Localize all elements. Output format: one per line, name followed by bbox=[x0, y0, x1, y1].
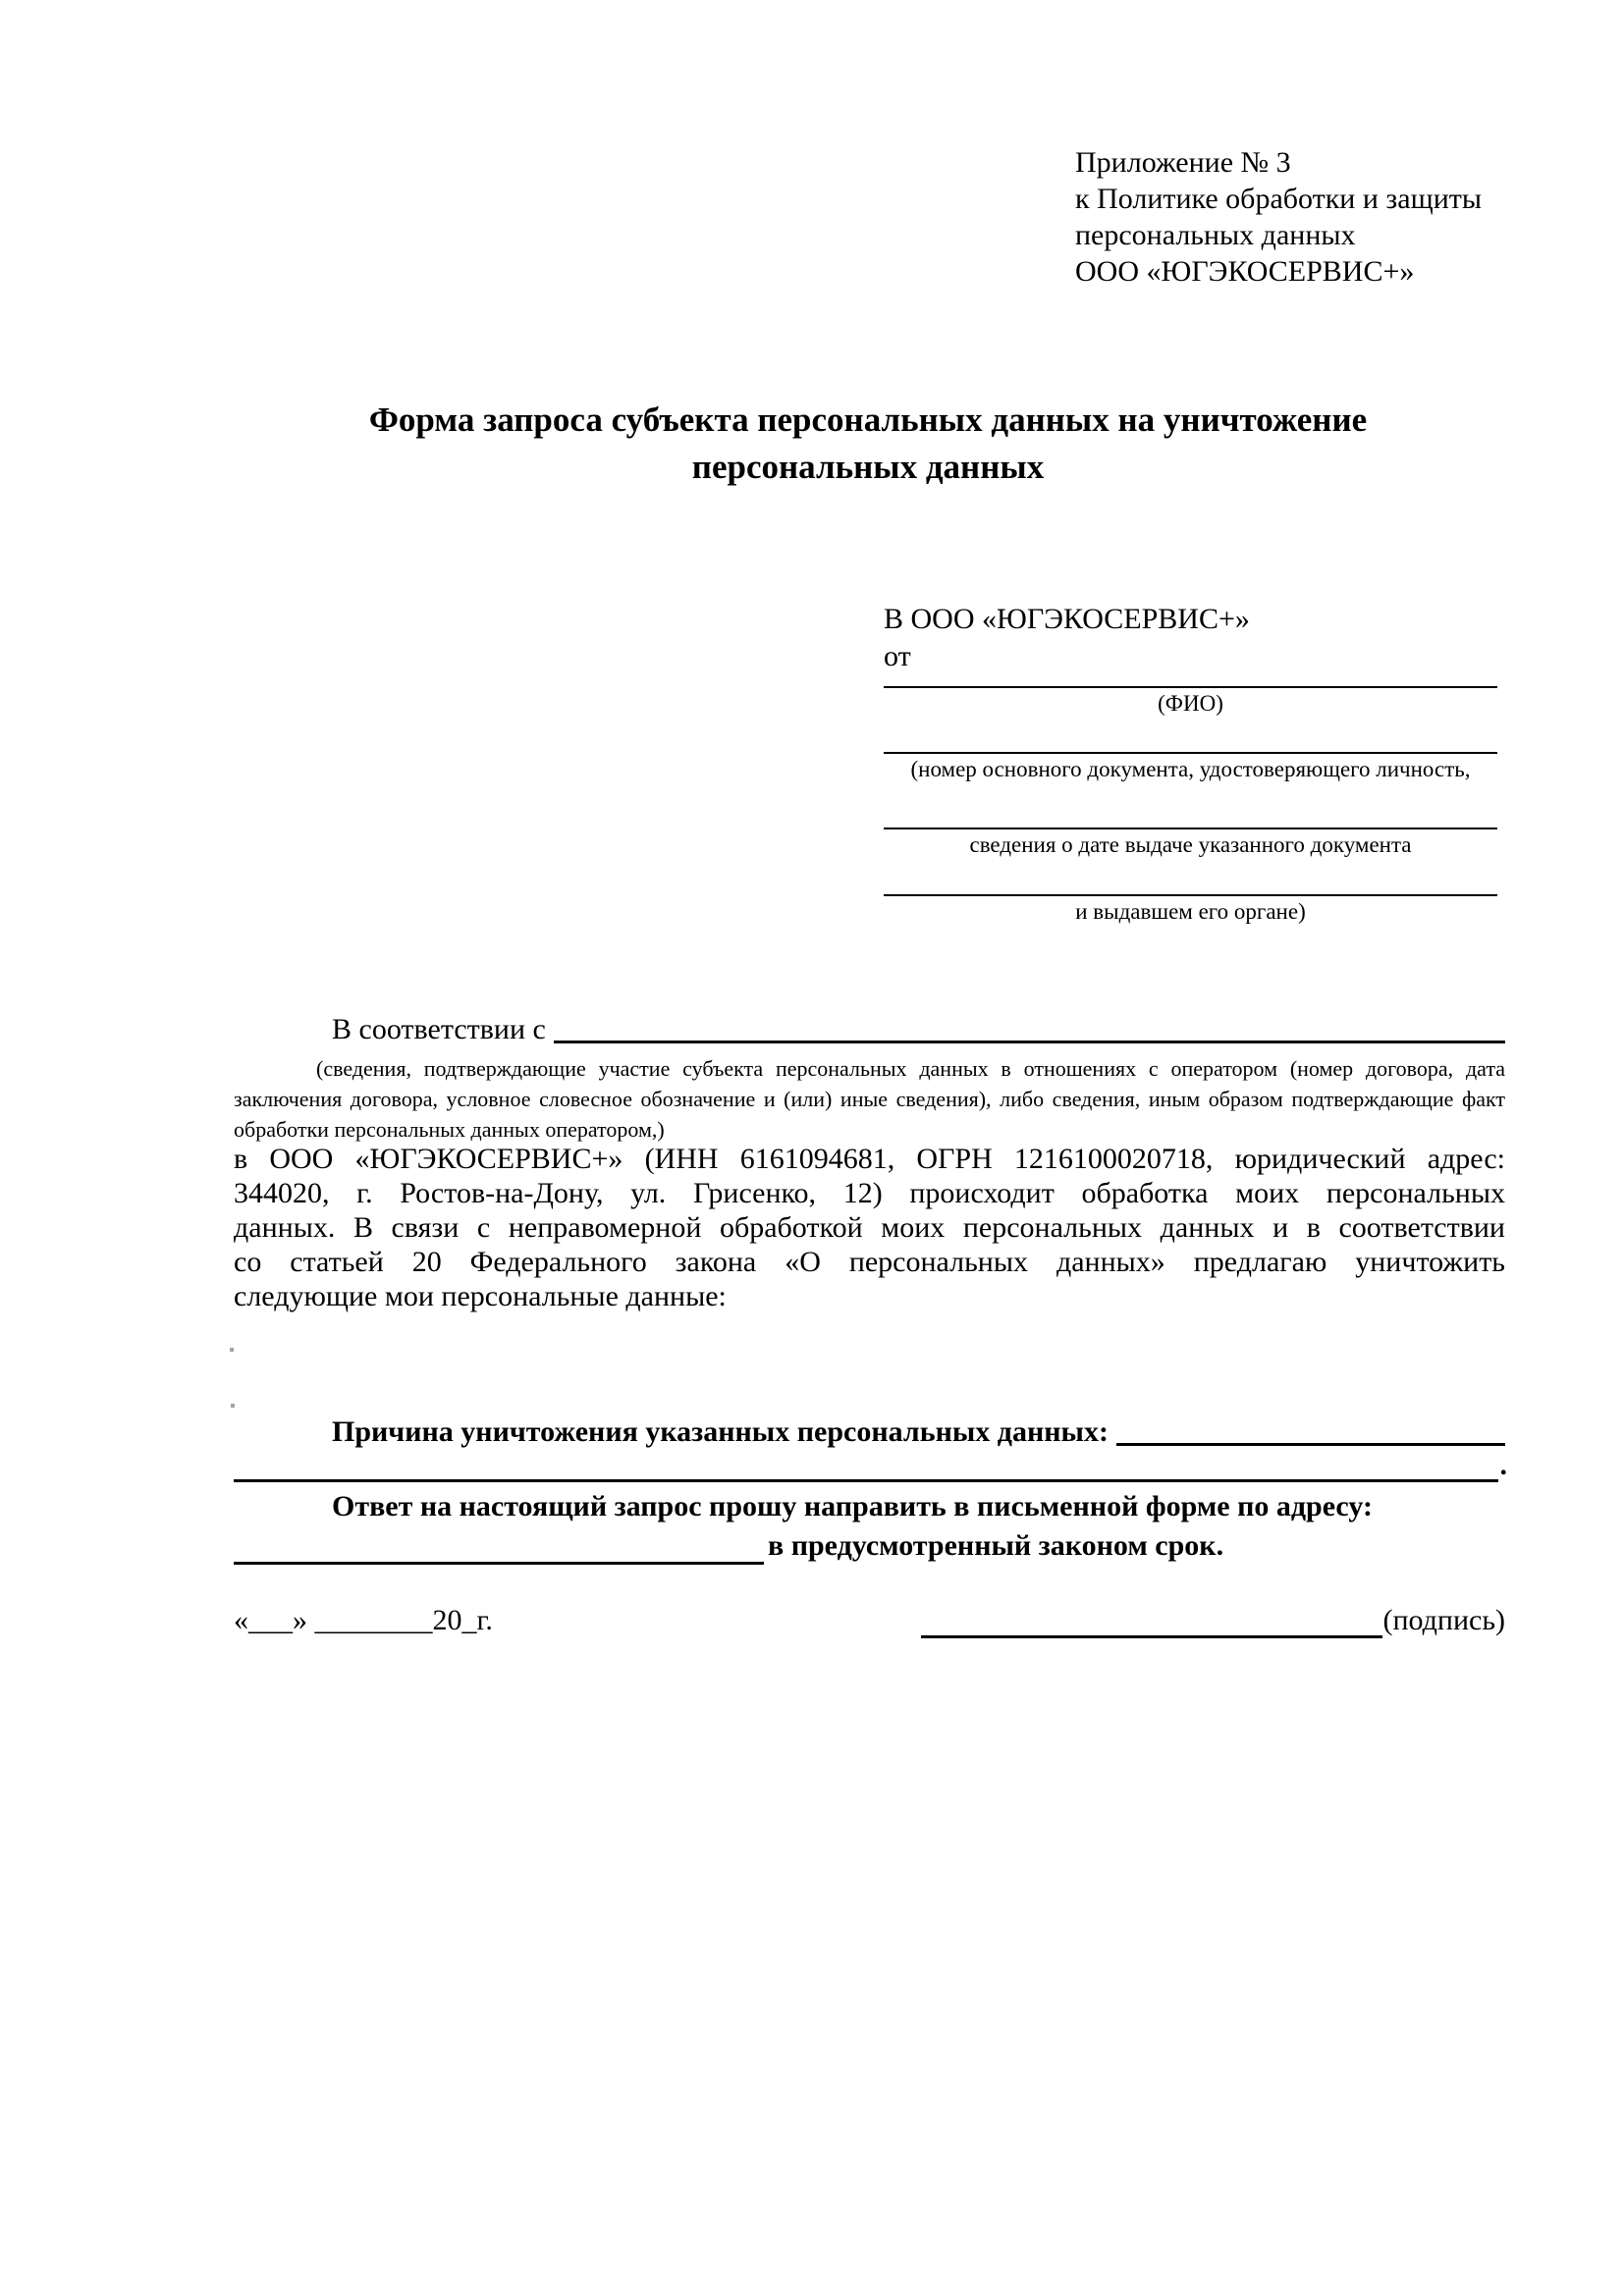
appendix-header-line-2: к Политике обработки и защиты bbox=[1075, 183, 1483, 215]
reply-tail-label: в предусмотренный законом срок. bbox=[768, 1529, 1224, 1562]
accordance-note bbox=[234, 1053, 1505, 1145]
form-title bbox=[234, 397, 1502, 491]
reply-row bbox=[234, 1488, 1505, 1525]
accordance-note-line-2: заключения договора, условное словесное обозначение и (или) иные сведения), либо сведения, иным образом подтверждающие факт bbox=[234, 1087, 1505, 1111]
main-paragraph-line-1: в ООО «ЮГЭКОСЕРВИС+» (ИНН 6161094681, ОГРН 1216100020718, юридический адрес: bbox=[234, 1143, 1505, 1175]
form-title-line-2: персональных данных bbox=[691, 448, 1045, 486]
empty-list-bullet-2 bbox=[231, 1404, 235, 1408]
accordance-row bbox=[234, 1011, 1505, 1048]
appendix-header-line-1: Приложение № 3 bbox=[1075, 146, 1291, 179]
reply-address-row bbox=[234, 1524, 1505, 1565]
document-issuer-blank-line bbox=[884, 860, 1497, 896]
document-issuer-caption: и выдавшем его органе) bbox=[1075, 899, 1306, 924]
addressee-block bbox=[884, 601, 1497, 927]
signature-caption: (подпись) bbox=[1382, 1604, 1505, 1636]
from-label: от bbox=[884, 640, 911, 672]
form-title-line-1: Форма запроса субъекта персональных данных на уничтожение bbox=[368, 400, 1368, 439]
fio-caption: (ФИО) bbox=[1158, 691, 1223, 716]
appendix-header-line-3: персональных данных bbox=[1075, 219, 1356, 251]
accordance-note-line-3: обработки персональных данных оператором,) bbox=[234, 1117, 665, 1142]
document-number-blank-line bbox=[884, 719, 1497, 754]
appendix-header bbox=[1075, 144, 1537, 290]
date-line: «___» ________20_г. bbox=[234, 1604, 493, 1636]
document-number-caption: (номер основного документа, удостоверяющего личность, bbox=[910, 757, 1471, 781]
reason-continuation-row bbox=[234, 1448, 1507, 1482]
empty-list-bullet-1 bbox=[230, 1348, 234, 1352]
reason-label: Причина уничтожения указанных персональных данных: bbox=[332, 1415, 1109, 1448]
reason-continuation-blank-line bbox=[234, 1448, 1498, 1482]
main-paragraph-line-4: со статьей 20 Федерального закона «О персональных данных» предлагаю уничтожить bbox=[234, 1246, 1505, 1278]
document-date-blank-line bbox=[884, 784, 1497, 829]
main-paragraph-line-3: данных. В связи с неправомерной обработкой моих персональных данных и в соответствии bbox=[234, 1211, 1505, 1244]
main-paragraph-line-2: 344020, г. Ростов-на-Дону, ул. Грисенко, 12) происходит обработка моих персональных bbox=[234, 1177, 1505, 1209]
document-date-caption: сведения о дате выдаче указанного документа bbox=[969, 832, 1412, 857]
signature-blank-line bbox=[921, 1606, 1382, 1638]
fio-blank-line bbox=[884, 675, 1497, 688]
addressee-org: В ООО «ЮГЭКОСЕРВИС+» bbox=[884, 603, 1250, 635]
accordance-blank-line bbox=[554, 1011, 1505, 1043]
main-paragraph bbox=[234, 1142, 1505, 1313]
date-signature-row bbox=[234, 1603, 1505, 1638]
accordance-note-line-1: (сведения, подтверждающие участие субъекта персональных данных в отношениях с оператором (номер договора, дата bbox=[316, 1056, 1505, 1081]
reply-label: Ответ на настоящий запрос прошу направить в письменной форме по адресу: bbox=[332, 1490, 1373, 1522]
signature-group bbox=[921, 1603, 1505, 1638]
reason-line-period: . bbox=[1499, 1449, 1507, 1481]
main-paragraph-line-5: следующие мои персональные данные: bbox=[234, 1280, 727, 1312]
reason-blank-line bbox=[1116, 1414, 1505, 1446]
accordance-lead: В соответствии с bbox=[332, 1013, 546, 1045]
appendix-header-line-4: ООО «ЮГЭКОСЕРВИС+» bbox=[1075, 255, 1415, 288]
reason-row bbox=[234, 1414, 1505, 1451]
reply-address-blank-line bbox=[234, 1524, 764, 1565]
